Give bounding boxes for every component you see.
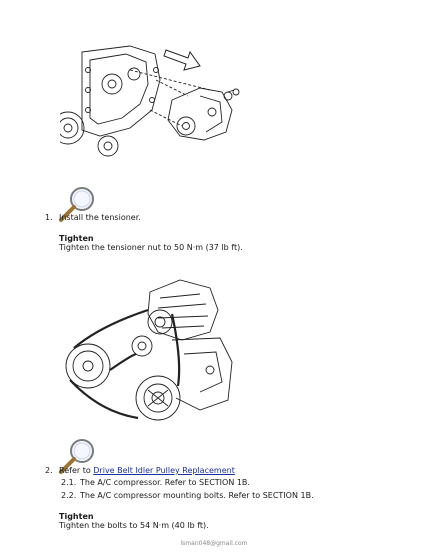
step-text-prefix: Refer to [59, 466, 94, 475]
step-1 [45, 213, 141, 222]
drive-belt-idler-pulley-link[interactable]: Drive Belt Idler Pulley Replacement [93, 466, 235, 475]
substep-number: 2.1. [61, 478, 77, 487]
tighten-text: Tighten the tensioner nut to 50 N·m (37 lb ft). [59, 243, 243, 252]
step-number: 1. [45, 213, 53, 222]
substep-text: The A/C compressor. Refer to SECTION 1B. [80, 478, 250, 487]
tighten-heading: Tighten [59, 512, 94, 521]
substep-text: The A/C compressor mounting bolts. Refer to SECTION 1B. [80, 491, 314, 500]
step-2 [45, 466, 235, 475]
footer-email: lsman048@gmail.com [180, 540, 248, 547]
direction-arrow [164, 50, 200, 70]
substep-2-1 [61, 478, 250, 487]
tighten-text: Tighten the bolts to 54 N·m (40 lb ft). [59, 521, 209, 530]
step-text: Install the tensioner. [59, 213, 141, 222]
substep-2-2 [61, 491, 314, 500]
substep-number: 2.2. [61, 491, 77, 500]
tensioner-drawing [60, 40, 260, 160]
tighten-heading: Tighten [59, 234, 94, 243]
step-number: 2. [45, 466, 53, 475]
drive-belt-drawing [60, 270, 240, 430]
tensioner-figure [60, 40, 260, 160]
drive-belt-figure [60, 270, 240, 430]
